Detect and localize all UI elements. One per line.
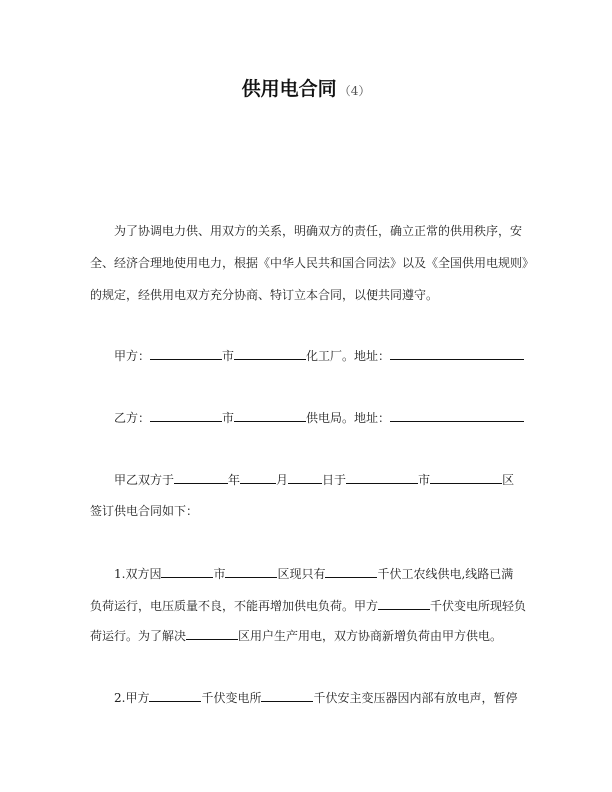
clause-2-blank-2 <box>261 689 313 702</box>
signing-year-label: 年 <box>228 473 241 487</box>
clause-1-line-1 <box>114 565 513 582</box>
clause-2-blank-1 <box>149 689 201 702</box>
party-b-blank-1 <box>150 409 222 422</box>
signing-month-label: 月 <box>276 473 289 487</box>
clause-1-part-4: 千伏工农线供电,线路已满 <box>377 567 514 581</box>
clause-1-line-2b: 千伏变电所现轻负 <box>430 599 527 613</box>
signing-prefix: 甲乙双方于 <box>114 473 175 487</box>
party-b-city-label: 市 <box>222 411 235 425</box>
title-number: （4） <box>338 84 371 98</box>
clause-1-line-2a: 负荷运行，电压质量不良，不能再增加供电负荷。甲方 <box>90 599 379 613</box>
party-b-name: 供电局。地址： <box>306 411 391 425</box>
clause-1-line-2 <box>90 597 526 614</box>
signing-day-blank <box>288 471 322 484</box>
preamble-line-1: 为了协调电力供、用双方的关系，明确双方的责任，确立正常的供用秩序，安 <box>114 224 523 238</box>
signing-city-label: 市 <box>418 473 431 487</box>
clause-1-blank-2 <box>225 565 277 578</box>
party-b-blank-2 <box>234 409 306 422</box>
clause-1-line-3a: 荷运行。为了解决 <box>90 629 187 643</box>
party-a-name: 化工厂。地址： <box>306 349 391 363</box>
preamble-line-2: 全、经济合理地使用电力，根据《中华人民共和国合同法》以及《全国供用电规则》 <box>90 256 535 270</box>
clause-1-blank-1 <box>161 565 213 578</box>
party-b-line <box>114 409 524 426</box>
clause-1-part-2: 市 <box>213 567 226 581</box>
signing-city-blank <box>346 471 418 484</box>
party-a-address-blank <box>390 347 524 360</box>
clause-1-part-1: 1.双方因 <box>114 567 162 581</box>
party-a-blank-1 <box>150 347 222 360</box>
signing-district-blank <box>430 471 502 484</box>
clause-1-line-3b: 区用户生产用电，双方协商新增负荷由甲方供电。 <box>238 629 503 643</box>
signing-year-blank <box>174 471 228 484</box>
clause-1-line-3 <box>90 627 502 644</box>
clause-1-blank-4 <box>378 597 430 610</box>
party-a-city-label: 市 <box>222 349 235 363</box>
party-b-address-blank <box>390 409 524 422</box>
signing-line-1 <box>114 471 514 488</box>
signing-line-2: 签订供电合同如下： <box>90 504 199 518</box>
signing-month-blank <box>240 471 276 484</box>
title-text: 供用电合同 <box>241 78 337 100</box>
party-b-label: 乙方： <box>114 411 151 425</box>
clause-2-part-1: 2.甲方 <box>114 691 150 705</box>
preamble-line-3: 的规定，经供用电双方充分协商、特订立本合同，以便共同遵守。 <box>90 288 439 302</box>
party-a-line <box>114 347 524 364</box>
signing-district-label: 区 <box>502 473 515 487</box>
clause-2-line-1 <box>114 689 517 706</box>
clause-2-part-2: 千伏变电所 <box>201 691 262 705</box>
signing-day-label: 日于 <box>322 473 347 487</box>
clause-1-blank-5 <box>186 627 238 640</box>
clause-1-blank-3 <box>325 565 377 578</box>
party-a-blank-2 <box>234 347 306 360</box>
party-a-label: 甲方： <box>114 349 151 363</box>
clause-1-part-3: 区现只有 <box>277 567 326 581</box>
document-title <box>0 74 612 101</box>
clause-2-part-3: 千伏安主变压器因内部有放电声，暂停 <box>313 691 518 705</box>
